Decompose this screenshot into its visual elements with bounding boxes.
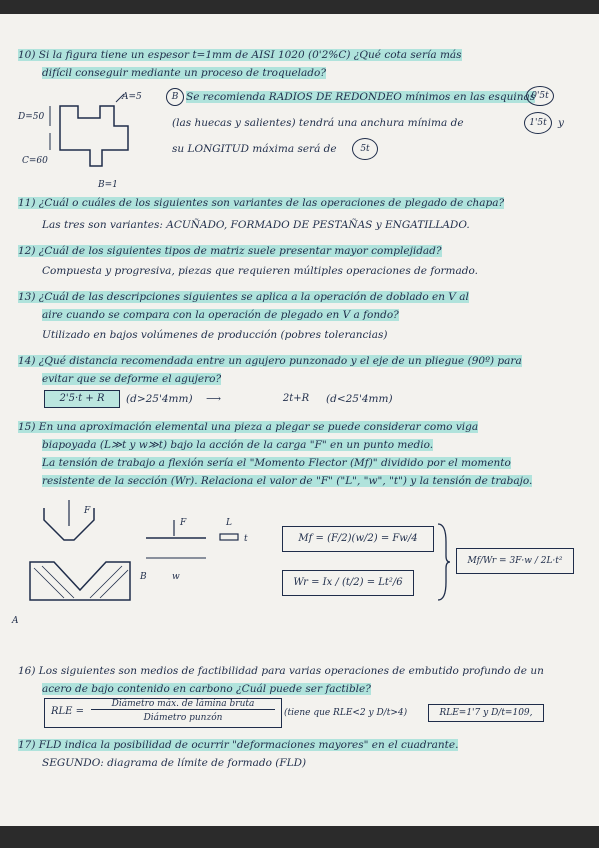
- q14-question-line-1: 14) ¿Qué distancia recomendada entre un agujero punzonado y el eje de un pliegue (90º) para: [18, 355, 522, 367]
- q17-question-line-1: 17) FLD indica la posibilidad de ocurrir "deformaciones mayores" en el cuadrante.: [18, 739, 459, 751]
- q15-fig-width-label: w: [172, 572, 180, 582]
- q12-answer: Compuesta y progresiva, piezas que requieren múltiples operaciones de formado.: [42, 265, 478, 277]
- q15-ratio-formula-box: Mf/Wr = 3F·w / 2L·t²: [456, 548, 574, 574]
- q10-question-line-2: difícil conseguir mediante un proceso de troquelado?: [42, 67, 326, 79]
- q15-question-line-4: resistente de la sección (Wr). Relaciona el valor de "F" ("L", "w", "t") y la tensión de trabajo.: [42, 475, 533, 487]
- q15-fig-label-a: A: [12, 616, 19, 626]
- q10-answer-circle-width: 1'5t: [524, 112, 552, 134]
- q16-question-line-1: 16) Los siguientes son medios de factibilidad para varias operaciones de embutido profundo de un: [18, 665, 544, 677]
- q11-answer: Las tres son variantes: ACUÑADO, FORMADO DE PESTAÑAS y ENGATILLADO.: [42, 219, 470, 231]
- q15-wr-formula-box: Wr = Ix / (t/2) = Lt²/6: [282, 570, 414, 596]
- q16-answer-box: RLE=1'7 y D/t=109,: [428, 704, 544, 722]
- q13-question-line-1: 13) ¿Cuál de las descripciones siguientes se aplica a la operación de doblado en V al: [18, 291, 469, 303]
- q15-mf-formula-box: Mf = (F/2)(w/2) = Fw/4: [282, 526, 434, 552]
- q10-fig-label-a: A=5: [122, 92, 142, 102]
- q16-question-line-2: acero de bajo contenido en carbono ¿Cuál puede ser factible?: [42, 683, 371, 695]
- q15-fig-label-b: B: [140, 572, 147, 582]
- q10-answer-line-1: Se recomienda RADIOS DE REDONDEO mínimos en las esquinas: [186, 91, 536, 103]
- q13-answer: Utilizado en bajos volúmenes de producción (pobres tolerancias): [42, 329, 388, 341]
- q17-answer: SEGUNDO: diagrama de límite de formado (FLD): [42, 757, 307, 769]
- q15-question-line-1: 15) En una aproximación elemental una pieza a plegar se puede considerar como viga: [18, 421, 479, 433]
- q15-fig-force-label-2: F: [180, 518, 187, 528]
- q16-rle-denominator: Diámetro punzón: [143, 713, 223, 723]
- q12-question: 12) ¿Cuál de los siguientes tipos de matriz suele presentar mayor complejidad?: [18, 245, 442, 257]
- notebook-page: [0, 14, 599, 826]
- q15-question-line-3: La tensión de trabajo a flexión sería el "Momento Flector (Mf)" dividido por el momento: [42, 457, 511, 469]
- q13-question-line-2: aire cuando se compara con la operación de plegado en V a fondo?: [42, 309, 399, 321]
- q16-rle-formula-box: [44, 698, 282, 728]
- q10-fig-label-c: C=60: [22, 156, 48, 166]
- q14-answer-box: 2'5·t + R: [44, 390, 120, 408]
- q11-question-line-1: 11) ¿Cuál o cuáles de los siguientes son variantes de las operaciones de plegado de chapa?: [18, 197, 505, 209]
- q14-condition-2: (d<25'4mm): [326, 393, 393, 405]
- q10-answer-circle: B: [166, 88, 184, 106]
- q10-fig-label-d: D=50: [18, 112, 45, 122]
- q10-question-line-1: 10) Si la figura tiene un espesor t=1mm de AISI 1020 (0'2%C) ¿Qué cota sería más: [18, 49, 462, 61]
- q10-answer-circle-length: 5t: [352, 138, 378, 160]
- q10-answer-line-2: (las huecas y salientes) tendrá una anchura mínima de: [172, 117, 464, 129]
- q14-condition-1: (d>25'4mm): [126, 393, 193, 405]
- q15-fig-thickness-label: t: [244, 534, 248, 544]
- q15-question-line-2: biapoyada (L≫t y w≫t) bajo la acción de la carga "F" en un punto medio.: [42, 439, 434, 451]
- q16-condition: (tiene que RLE<2 y D/t>4): [284, 708, 408, 718]
- q15-die-figure: [30, 500, 140, 620]
- q14-arrow: ⟶: [206, 393, 222, 405]
- q15-brace: [436, 522, 452, 602]
- q10-answer-line-2-end: y: [558, 117, 564, 129]
- q10-answer-circle-radius: 0'5t: [526, 86, 554, 106]
- q15-fig-length-label: L: [226, 518, 232, 528]
- q15-beam-figure: [146, 520, 256, 570]
- q14-question-line-2: evitar que se deforme el agujero?: [42, 373, 222, 385]
- q10-part-figure: [40, 88, 170, 178]
- q16-rle-numerator: Diámetro máx. de lámina bruta: [91, 699, 275, 710]
- q14-alt-value: 2t+R: [282, 393, 310, 404]
- q16-rle-label: RLE =: [51, 706, 85, 717]
- q10-answer-line-3: su LONGITUD máxima será de: [172, 143, 337, 155]
- q15-fig-force-label: F: [84, 506, 91, 516]
- q10-fig-label-b: B=1: [98, 180, 118, 190]
